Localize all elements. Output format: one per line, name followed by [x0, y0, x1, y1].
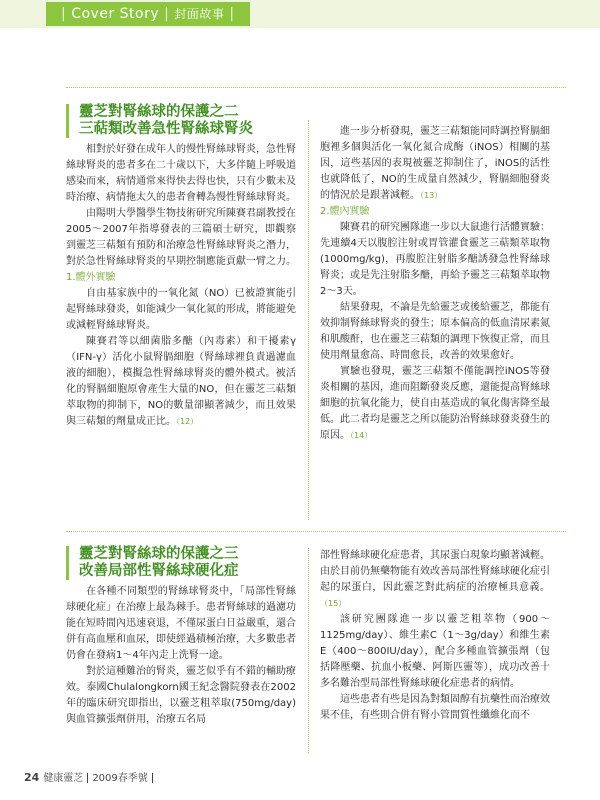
section2-title [66, 546, 296, 580]
subheading: 2.體內實驗 [320, 206, 370, 217]
reference-mark: （14） [350, 431, 373, 440]
magazine-name: 健康靈芝 [43, 773, 84, 784]
section-divider [66, 531, 566, 532]
section1-title-line2: 三萜類改善急性腎絲球腎炎 [79, 121, 253, 137]
paragraph-text: 進一步分析發現，靈芝三萜類能同時調控腎膈細胞裡多個與活化一氧化氮合成酶（iNOS）相關的基因，這些基因的表現被靈芝抑制住了，iNOS的活性也就降低了，NO的生成量自然減少，腎膈細胞發炎的情況於是跟著減輕。 [320, 126, 550, 201]
paragraph: 這些患者有些是因為對類固醇有抗藥性而治療效果不佳，有些則合併有腎小管間質性纖維化而不 [320, 694, 550, 721]
section-sep: | [61, 6, 67, 22]
footer-separator [87, 773, 88, 783]
section2-right-column [320, 548, 550, 724]
reference-mark: （13） [420, 191, 443, 200]
issue-name: 2009春季號 [92, 773, 148, 784]
paragraph: 自由基家族中的一氧化氮（NO）已被證實能引起腎絲球發炎，如能減少一氧化氮的形成，將能避免或減輕腎絲球腎炎。 [66, 288, 296, 331]
section1-title [66, 104, 296, 138]
paragraph-text: 實驗也發現，靈芝三萜類不僅能調控iNOS等發炎相關的基因，進而阻斷發炎反應，還能提高腎絲球細胞的抗氧化能力，使自由基造成的氧化傷害降至最低。此二者均是靈芝之所以能防治腎絲球發炎發生的原因。 [320, 366, 550, 441]
paragraph [320, 364, 550, 444]
footer-separator [152, 773, 153, 783]
section-tab [46, 2, 250, 26]
column-divider [308, 548, 309, 753]
page-number: 24 [24, 771, 40, 784]
paragraph-text: 陳賽君等以細菌脂多醣（內毒素）和干擾素γ（IFN-γ）活化小鼠腎膈細胞（腎絲球裡負責過濾血液的細胞），模擬急性腎絲球腎炎的體外模式。被活化的腎膈細胞原會產生大量的NO，但在靈芝三萜類萃取物的抑制下，NO的數量卻顯著減少，而且效果與三萜類的劑量成正比。 [66, 336, 296, 427]
section-divider [66, 87, 566, 88]
paragraph: 對於這種難治的腎炎，靈芝似乎有不錯的輔助療效。泰國Chulalongkorn國王紀念醫院發表在2002年的臨床研究即指出，以靈芝粗萃取(750mg/day)與血管擴張劑併用，治療五名局 [66, 666, 296, 725]
paragraph: 該研究團隊進一步以靈芝粗萃物（900～1125mg/day）、維生素C（1～3g/day）和維生素E（400～800IU/day），配合多種血管擴張劑（包括降壓藥、抗血小板藥、阿斯匹靈等），成功改善十多名難治型局部性腎絲球硬化症患者的病情。 [320, 614, 550, 689]
paragraph [66, 334, 296, 430]
section2-title-line1: 靈芝對腎絲球的保護之三 [79, 546, 239, 562]
header-bar [0, 0, 600, 28]
section1-left-column [66, 104, 296, 430]
section-title-en: Cover Story [71, 6, 160, 22]
section2-title-line2: 改善局部性腎絲球硬化症 [79, 563, 239, 579]
paragraph [320, 124, 550, 204]
paragraph [320, 548, 550, 612]
section1-title-line1: 靈芝對腎絲球的保護之二 [79, 104, 239, 120]
section1-right-column [320, 124, 550, 444]
section2-left-column [66, 546, 296, 728]
reference-mark: （15） [320, 599, 347, 608]
paragraph: 由陽明大學醫學生物技術研究所陳賽君副教授在2005～2007年指導發表的三篇碩士研究，即觀察到靈芝三萜類有預防和治療急性腎絲球腎炎之潛力，對於急性腎絲球腎炎的早期控制應能貢獻一臂之力。 [66, 208, 296, 267]
paragraph: 陳賽君的研究團隊進一步以大鼠進行活體實驗：先連續4天以腹腔注射或胃管灌食靈芝三萜類萃取物(1000mg/kg)，再腹腔注射脂多醣誘發急性腎絲球腎炎；或是先注射脂多醣，再給予靈芝三萜類萃取物2～3天。 [320, 222, 550, 297]
section-sep: | [229, 6, 235, 22]
subheading: 1.體外實驗 [66, 272, 116, 283]
paragraph: 在各種不同類型的腎絲球腎炎中，「局部性腎絲球硬化症」在治療上最為棘手。患者腎絲球的過濾功能在短時間內迅速衰退，不僅尿蛋白日益嚴重，還合併有高血壓和血尿，即使經過積極治療，大多數患者仍會在發病1～4年內走上洗腎一途。 [66, 586, 296, 661]
paragraph-text: 部性腎絲球硬化症患者，其尿蛋白現象均顯著減輕。由於目前仍無藥物能有效改善局部性腎絲球硬化症引起的尿蛋白，因此靈芝對此病症的治療極具意義。 [320, 550, 550, 593]
page-footer [24, 769, 157, 784]
paragraph: 相對於好發在成年人的慢性腎絲球腎炎，急性腎絲球腎炎的患者多在二十歲以下，大多伴隨上呼吸道感染而來，病情通常來得快去得也快，只有少數未及時治療、病情拖太久的患者會轉為慢性腎絲球腎炎。 [66, 144, 296, 203]
section-title-cn: 封面故事 [174, 7, 225, 21]
reference-mark: （12） [176, 417, 199, 426]
section-sep: | [164, 6, 170, 22]
column-divider [308, 120, 309, 520]
paragraph: 結果發現，不論是先給靈芝或後給靈芝，都能有效抑制腎絲球腎炎的發生；原本偏高的低血清尿素氮和肌酸酐，也在靈芝三萜類的調理下恢復正常，而且使用劑量愈高、時間愈長，改善的效果愈好。 [320, 302, 550, 361]
